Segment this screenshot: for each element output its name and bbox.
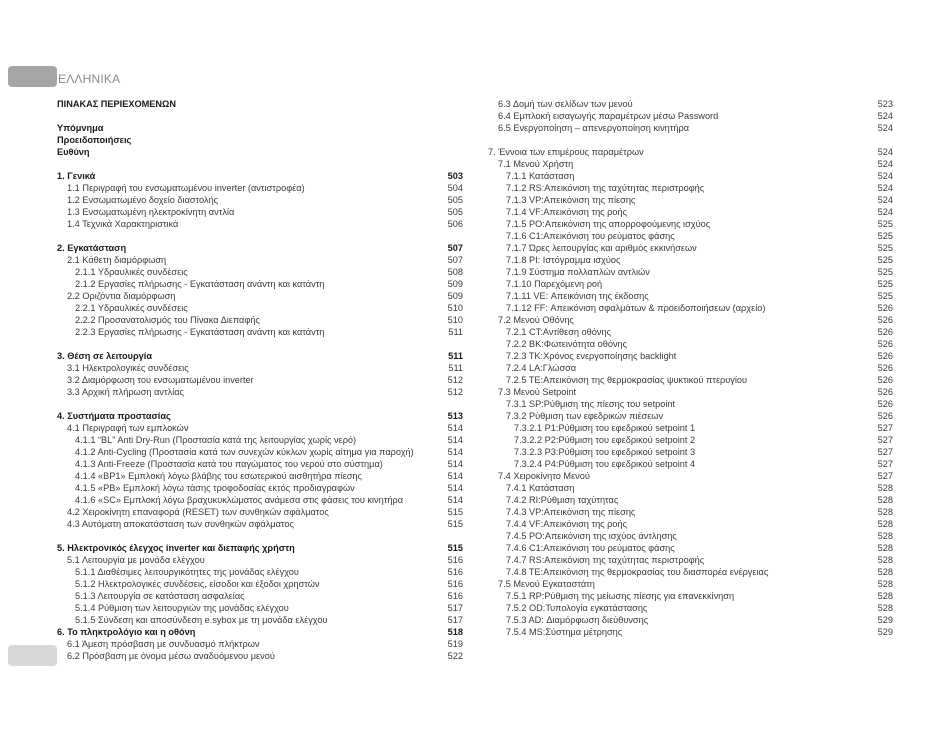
- toc-entry-title: 4.1.5 «PB» Εμπλοκή λόγω τάσης τροφοδοσίας εκτός προδιαγραφών: [75, 483, 355, 493]
- toc-entry-page: 526: [877, 303, 893, 313]
- toc-entry-title: 7.3 Μενού Setpoint: [498, 387, 577, 397]
- toc-entry[interactable]: [488, 326, 893, 338]
- toc-entry-page: 514: [447, 435, 463, 445]
- toc-entry[interactable]: [488, 158, 893, 170]
- toc-entry-title: 1.2 Ενσωματωμένο δοχείο διαστολής: [67, 195, 219, 205]
- toc-entry[interactable]: [57, 206, 463, 218]
- toc-entry-title: 3. Θέση σε λειτουργία: [57, 351, 152, 361]
- toc-entry-page: 527: [877, 459, 893, 469]
- toc-entry-title: 1. Γενικά: [57, 171, 96, 181]
- toc-entry-title: 7.2.1 CT:Αντίθεση οθόνης: [506, 327, 611, 337]
- toc-entry-title: 7.4.4 VF:Απεικόνιση της ροής: [506, 519, 628, 529]
- toc-entry-page: 526: [877, 411, 893, 421]
- toc-entry-title: 6.5 Ενεργοποίηση – απενεργοποίηση κινητήρα: [498, 123, 690, 133]
- toc-entry-page: 524: [877, 183, 893, 193]
- toc-title: ΠΙΝΑΚΑΣ ΠΕΡΙΕΧΟΜΕΝΩΝ: [57, 99, 177, 109]
- toc-entry-title: 7.3.2.2 P2:Ρύθμιση του εφεδρικού setpoint 2: [514, 435, 696, 445]
- toc-entry-page: 515: [447, 507, 463, 517]
- toc-entry-page: 528: [877, 495, 893, 505]
- toc-entry[interactable]: [488, 458, 893, 470]
- toc-entry-page: 524: [877, 207, 893, 217]
- toc-entry-title: 7.3.1 SP:Ρύθμιση της πίεσης του setpoint: [506, 399, 676, 409]
- toc-entry-title: 5.1.2 Ηλεκτρολογικές συνδέσεις, είσοδοι και έξοδοι χρηστών: [75, 579, 320, 589]
- toc-entry-title: 2.2.1 Υδραυλικές συνδέσεις: [75, 303, 188, 313]
- toc-entry-title: 7.2.3 TK:Χρόνος ενεργοποίησης backlight: [506, 351, 677, 361]
- toc-entry-title: 7.1.2 RS:Απεικόνιση της ταχύτητας περιστροφής: [506, 183, 705, 193]
- toc-entry[interactable]: [57, 170, 463, 182]
- toc-entry-title: 3.1 Ηλεκτρολογικές συνδέσεις: [67, 363, 189, 373]
- toc-entry-page: 513: [447, 411, 463, 421]
- toc-entry-page: 514: [447, 423, 463, 433]
- toc-entry[interactable]: [57, 182, 463, 194]
- toc-entry[interactable]: [57, 542, 463, 554]
- toc-entry-page: 515: [447, 543, 463, 553]
- toc-entry-title: 7.4.7 RS:Απεικόνιση της ταχύτητας περιστροφής: [506, 555, 705, 565]
- toc-entry-page: 524: [877, 159, 893, 169]
- toc-entry-page: 528: [877, 567, 893, 577]
- toc-entry[interactable]: [57, 374, 463, 386]
- toc-entry[interactable]: [488, 122, 893, 134]
- toc-entry-page: 528: [877, 603, 893, 613]
- toc-entry-page: 524: [877, 111, 893, 121]
- toc-entry-page: 517: [447, 603, 463, 613]
- toc-entry-title: 4.2 Χειροκίνητη επαναφορά (RESET) των συνθηκών σφάλματος: [67, 507, 329, 517]
- toc-entry-title: 7.3.2.4 P4:Ρύθμιση του εφεδρικού setpoint 4: [514, 459, 696, 469]
- toc-entry[interactable]: [57, 422, 463, 434]
- language-label: ΕΛΛΗΝΙΚΑ: [58, 72, 121, 86]
- toc-entry-page: 514: [447, 459, 463, 469]
- toc-entry-title: 7.1.3 VP:Απεικόνιση της πίεσης: [506, 195, 636, 205]
- toc-entry[interactable]: [57, 458, 463, 470]
- toc-entry[interactable]: [57, 614, 463, 626]
- toc-entry-page: 519: [447, 639, 463, 649]
- toc-entry-page: 506: [447, 219, 463, 229]
- toc-entry-page: 518: [447, 627, 463, 637]
- toc-entry-page: 505: [447, 195, 463, 205]
- toc-entry-title: 7.5.3 AD: Διαμόρφωση διεύθυνσης: [506, 615, 649, 625]
- toc-entry[interactable]: [57, 410, 463, 422]
- toc-entry-page: 526: [877, 399, 893, 409]
- toc-entry[interactable]: [488, 386, 893, 398]
- toc-entry-title: 7.4.6 C1:Απεικόνιση του ρεύματος φάσης: [506, 543, 675, 553]
- toc-entry[interactable]: [488, 410, 893, 422]
- toc-entry-title: 7.4.1 Κατάσταση: [506, 483, 575, 493]
- toc-entry-page: 528: [877, 507, 893, 517]
- toc-entry-title: 7.4 Χειροκίνητο Μενού: [498, 471, 590, 481]
- toc-entry[interactable]: [488, 542, 893, 554]
- toc-entry[interactable]: [57, 494, 463, 506]
- toc-entry[interactable]: [57, 482, 463, 494]
- toc-entry[interactable]: [488, 446, 893, 458]
- toc-entry-page: 511: [448, 363, 463, 373]
- toc-entry-page: 515: [447, 519, 463, 529]
- toc-entry-title: 7.2.2 BK:Φωτεινότητα οθόνης: [506, 339, 628, 349]
- toc-entry-title: 7.1.9 Σύστημα πολλαπλών αντλιών: [506, 267, 650, 277]
- toc-entry-page: 522: [447, 651, 463, 661]
- toc-entry-page: 507: [447, 255, 463, 265]
- language-tab: [8, 66, 57, 87]
- toc-entry-page: 525: [877, 291, 893, 301]
- toc-entry-title: 7.2.4 LA:Γλώσσα: [506, 363, 577, 373]
- toc-entry-page: 526: [877, 363, 893, 373]
- toc-right-entries: [488, 98, 893, 638]
- toc-entry[interactable]: [488, 422, 893, 434]
- toc-entry-title: 7.4.2 RI:Ρύθμιση ταχύτητας: [506, 495, 619, 505]
- toc-entry-title: 7. Έννοια των επιμέρους παραμέτρων: [488, 147, 644, 157]
- toc-entry-title: 4.1.1 “BL” Anti Dry-Run (Προστασία κατά της λειτουργίας χωρίς νερό): [75, 435, 357, 445]
- toc-entry-page: 524: [877, 171, 893, 181]
- toc-entry-page: 511: [448, 327, 463, 337]
- toc-entry[interactable]: [57, 602, 463, 614]
- toc-entry-page: 514: [447, 495, 463, 505]
- toc-entry-title: 7.4.5 PO:Απεικόνιση της ισχύος άντλησης: [506, 531, 677, 541]
- toc-entry-page: 528: [877, 591, 893, 601]
- toc-entry-page: 524: [877, 195, 893, 205]
- toc-entry-page: 516: [447, 579, 463, 589]
- toc-entry[interactable]: [57, 470, 463, 482]
- toc-entry-title: 5.1.1 Διαθέσιμες λειτουργικότητες της μονάδας ελέγχου: [75, 567, 299, 577]
- toc-entry-title: 6.3 Δομή των σελίδων των μενού: [498, 99, 633, 109]
- toc-entry-title: 7.1.1 Κατάσταση: [506, 171, 575, 181]
- toc-entry[interactable]: [57, 590, 463, 602]
- toc-entry-page: 526: [877, 387, 893, 397]
- toc-entry-page: 510: [447, 315, 463, 325]
- toc-entry-title: 3.2 Διαμόρφωση του ενσωματωμένου inverter: [67, 375, 254, 385]
- toc-entry[interactable]: [57, 386, 463, 398]
- toc-entry[interactable]: [488, 230, 893, 242]
- toc-entry-page: 523: [877, 99, 893, 109]
- toc-entry[interactable]: [488, 170, 893, 182]
- toc-entry-title: 2.1 Κάθετη διαμόρφωση: [67, 255, 167, 265]
- toc-entry[interactable]: [57, 290, 463, 302]
- toc-entry-title: 7.1 Μενού Χρήστη: [498, 159, 574, 169]
- toc-entry-page: 508: [447, 267, 463, 277]
- toc-entry-page: 525: [877, 267, 893, 277]
- toc-entry-title: 7.3.2.1 P1:Ρύθμιση του εφεδρικού setpoint 1: [514, 423, 696, 433]
- toc-entry[interactable]: [488, 482, 893, 494]
- toc-entry-page: 512: [447, 375, 463, 385]
- toc-entry[interactable]: [488, 290, 893, 302]
- toc-entry-page: 514: [447, 447, 463, 457]
- toc-entry-page: 526: [877, 351, 893, 361]
- toc-entry-title: 4.1.6 «SC» Εμπλοκή λόγω βραχυκυκλώματος ανάμεσα στις φάσεις του κινητήρα: [75, 495, 404, 505]
- toc-entry-page: 526: [877, 375, 893, 385]
- toc-entry-title: 7.1.10 Παρεχόμενη ροή: [506, 279, 603, 289]
- toc-entry-title: 7.1.12 FF: Απεικόνιση σφαλμάτων & προειδοποιήσεων (αρχείο): [506, 303, 766, 313]
- toc-entry-title: 7.5 Μενού Εγκαταστάτη: [498, 579, 595, 589]
- toc-entry-title: 5. Ηλεκτρονικός έλεγχος inverter και διεπαφής χρήστη: [57, 543, 295, 553]
- toc-entry-page: 509: [447, 279, 463, 289]
- toc-entry-title: 5.1.3 Λειτουργία σε κατάσταση ασφαλείας: [75, 591, 245, 601]
- toc-entry[interactable]: [488, 314, 893, 326]
- toc-entry[interactable]: [57, 242, 463, 254]
- toc-entry-page: 527: [877, 447, 893, 457]
- toc-entry-title: 5.1 Λειτουργία με μονάδα ελέγχου: [67, 555, 205, 565]
- page-number-tab: [8, 645, 57, 666]
- toc-entry-title: 1.3 Ενσωματωμένη ηλεκτροκίνητη αντλία: [67, 207, 235, 217]
- toc-entry[interactable]: [57, 434, 463, 446]
- toc-entry[interactable]: [57, 266, 463, 278]
- toc-entry-page: 525: [877, 231, 893, 241]
- toc-entry-page: 525: [877, 219, 893, 229]
- toc-entry-title: 4.1.2 Anti-Cycling (Προστασία κατά των συνεχών κύκλων χωρίς αίτημα για παροχή): [75, 447, 414, 457]
- toc-entry-title: 4. Συστήματα προστασίας: [57, 411, 171, 421]
- toc-entry-title: 6.4 Εμπλοκή εισαγωγής παραμέτρων μέσω Password: [498, 111, 719, 121]
- toc-entry-page: 526: [877, 327, 893, 337]
- toc-entry[interactable]: [488, 566, 893, 578]
- toc-entry-page: 529: [877, 615, 893, 625]
- toc-entry[interactable]: [488, 470, 893, 482]
- toc-front-item[interactable]: Υπόμνημα: [57, 123, 104, 133]
- toc-entry-title: 2.1.2 Εργασίες πλήρωσης - Εγκατάσταση ανάντη και κατάντη: [75, 279, 325, 289]
- toc-entry-title: 5.1.5 Σύνδεση και αποσύνδεση e.sybox με τη μονάδα ελέγχου: [75, 615, 328, 625]
- toc-entry-page: 505: [447, 207, 463, 217]
- toc-right-column: [488, 98, 893, 638]
- toc-entry[interactable]: [488, 362, 893, 374]
- toc-entry-title: 7.4.3 VP:Απεικόνιση της πίεσης: [506, 507, 636, 517]
- toc-entry-page: 528: [877, 531, 893, 541]
- toc-entry-title: 7.5.1 RP:Ρύθμιση της μείωσης πίεσης για επανεκκίνηση: [506, 591, 735, 601]
- toc-entry-page: 525: [877, 243, 893, 253]
- toc-entry[interactable]: [488, 590, 893, 602]
- toc-entry-title: 6. Το πληκτρολόγιο και η οθόνη: [57, 627, 196, 637]
- toc-entry[interactable]: [488, 206, 893, 218]
- toc-entry-title: 1.4 Τεχνικά Χαρακτηριστικά: [67, 219, 179, 229]
- toc-entry[interactable]: [57, 446, 463, 458]
- toc-entry[interactable]: [57, 218, 463, 230]
- toc-entry-title: 7.1.7 Ώρες λειτουργίας και αριθμός εκκινήσεων: [506, 243, 697, 253]
- toc-entry[interactable]: [488, 350, 893, 362]
- toc-entry[interactable]: [488, 278, 893, 290]
- toc-entry[interactable]: [57, 506, 463, 518]
- toc-entry-title: 4.1.4 «BP1» Εμπλοκή λόγω βλάβης του εσωτερικού αισθητήρα πίεσης: [75, 471, 362, 481]
- toc-entry[interactable]: [488, 506, 893, 518]
- toc-entry[interactable]: [57, 194, 463, 206]
- toc-front-item[interactable]: Ευθύνη: [57, 147, 90, 157]
- toc-entry-title: 7.1.4 VF:Απεικόνιση της ροής: [506, 207, 628, 217]
- toc-entry-page: 525: [877, 255, 893, 265]
- toc-entry-page: 503: [447, 171, 463, 181]
- toc-entry[interactable]: [57, 326, 463, 338]
- toc-entry-page: 528: [877, 579, 893, 589]
- toc-entry[interactable]: [488, 434, 893, 446]
- toc-entry[interactable]: [488, 110, 893, 122]
- toc-entry-page: 526: [877, 339, 893, 349]
- toc-entry-page: 528: [877, 483, 893, 493]
- toc-entry-page: 514: [447, 483, 463, 493]
- toc-entry[interactable]: [488, 242, 893, 254]
- toc-entry-title: 7.3.2.3 P3:Ρύθμιση του εφεδρικού setpoint 3: [514, 447, 696, 457]
- toc-entry-title: 7.5.2 OD:Τυπολογία εγκατάστασης: [506, 603, 648, 613]
- toc-entry[interactable]: [488, 338, 893, 350]
- toc-entry-title: 7.2 Μενού Οθόνης: [498, 315, 574, 325]
- toc-entry-title: 7.1.6 C1:Απεικόνιση του ρεύματος φάσης: [506, 231, 675, 241]
- toc-entry[interactable]: [488, 614, 893, 626]
- toc-entry[interactable]: [57, 302, 463, 314]
- toc-entry-page: 509: [447, 291, 463, 301]
- toc-entry-page: 527: [877, 471, 893, 481]
- toc-entry-title: 3.3 Αρχική πλήρωση αντλίας: [67, 387, 184, 397]
- toc-entry-page: 524: [877, 123, 893, 133]
- toc-entry[interactable]: [488, 554, 893, 566]
- toc-entry[interactable]: [57, 650, 463, 662]
- toc-entry[interactable]: [57, 626, 463, 638]
- toc-entry-title: 7.5.4 MS:Σύστημα μέτρησης: [506, 627, 623, 637]
- toc-entry-page: 510: [447, 303, 463, 313]
- toc-entry-title: 2.2.3 Εργασίες πλήρωσης - Εγκατάσταση ανάντη και κατάντη: [75, 327, 325, 337]
- toc-entry[interactable]: [488, 302, 893, 314]
- toc-entry[interactable]: [488, 194, 893, 206]
- toc-entry[interactable]: [57, 554, 463, 566]
- toc-entry[interactable]: [488, 146, 893, 158]
- toc-entry-title: 6.1 Άμεση πρόσβαση με συνδυασμό πλήκτρων: [67, 639, 260, 649]
- toc-entry-page: 516: [447, 567, 463, 577]
- toc-entry[interactable]: [488, 254, 893, 266]
- toc-entry-page: 528: [877, 519, 893, 529]
- toc-entry-title: 4.1 Περιγραφή των εμπλοκών: [67, 423, 189, 433]
- toc-entry[interactable]: [57, 278, 463, 290]
- toc-entry-title: 7.3.2 Ρύθμιση των εφεδρικών πιέσεων: [506, 411, 664, 421]
- toc-entry[interactable]: [57, 566, 463, 578]
- toc-entry-title: 6.2 Πρόσβαση με όνομα μέσω αναδυόμενου μενού: [67, 651, 275, 661]
- toc-entry-title: 7.1.11 VE: Απεικόνιση της έκδοσης: [506, 291, 649, 301]
- toc-entry[interactable]: [57, 254, 463, 266]
- toc-entry-title: 5.1.4 Ρύθμιση των λειτουργιών της μονάδας ελέγχου: [75, 603, 289, 613]
- toc-entry[interactable]: [488, 218, 893, 230]
- toc-entry[interactable]: [57, 518, 463, 530]
- toc-entry-page: 511: [448, 351, 463, 361]
- toc-entry[interactable]: [488, 578, 893, 590]
- toc-entry-page: 514: [447, 471, 463, 481]
- toc-entry-page: 507: [447, 243, 463, 253]
- toc-entry-title: 4.3 Αυτόματη αποκατάσταση των συνθηκών σφάλματος: [67, 519, 294, 529]
- toc-left-column: [57, 98, 463, 662]
- toc-entry-title: 7.2.5 TE:Απεικόνιση της θερμοκρασίας ψυκτικού πτερυγίου: [506, 375, 748, 385]
- toc-entry-page: 529: [877, 627, 893, 637]
- toc-entry[interactable]: [488, 266, 893, 278]
- toc-entry-page: 526: [877, 315, 893, 325]
- toc-entry-title: 4.1.3 Anti-Freeze (Προστασία κατά του παγώματος του νερού στο σύστημα): [75, 459, 383, 469]
- toc-entry-page: 525: [877, 279, 893, 289]
- toc-entry-title: 7.4.8 TE:Απεικόνιση της θερμοκρασίας του διασπορέα ενέργειας: [506, 567, 769, 577]
- toc-entry[interactable]: [488, 602, 893, 614]
- toc-left-entries: [57, 170, 463, 662]
- toc-entry[interactable]: [57, 350, 463, 362]
- toc-entry[interactable]: [57, 362, 463, 374]
- toc-entry-title: 2.2.2 Προσανατολισμός του Πίνακα Διεπαφής: [75, 315, 260, 325]
- toc-entry[interactable]: [488, 518, 893, 530]
- toc-entry-page: 516: [447, 591, 463, 601]
- toc-entry[interactable]: [57, 314, 463, 326]
- toc-entry-title: 2. Εγκατάσταση: [57, 243, 127, 253]
- toc-entry-page: 516: [447, 555, 463, 565]
- toc-entry-title: 2.2 Οριζόντια διαμόρφωση: [67, 291, 176, 301]
- toc-entry[interactable]: [488, 182, 893, 194]
- toc-entry[interactable]: [488, 494, 893, 506]
- toc-entry[interactable]: [57, 638, 463, 650]
- toc-entry[interactable]: [488, 398, 893, 410]
- toc-entry-page: 504: [447, 183, 463, 193]
- toc-entry[interactable]: [488, 530, 893, 542]
- toc-entry[interactable]: [488, 98, 893, 110]
- toc-entry-title: 7.1.8 PI: Ιστόγραμμα ισχύος: [506, 255, 621, 265]
- toc-entry-page: 527: [877, 435, 893, 445]
- toc-entry[interactable]: [488, 626, 893, 638]
- toc-front-item[interactable]: Προειδοποιήσεις: [57, 135, 132, 145]
- toc-entry-page: 528: [877, 543, 893, 553]
- toc-entry[interactable]: [488, 374, 893, 386]
- toc-entry-page: 512: [447, 387, 463, 397]
- toc-entry-page: 517: [447, 615, 463, 625]
- toc-entry-page: 527: [877, 423, 893, 433]
- toc-entry-title: 1.1 Περιγραφή του ενσωματωμένου inverter (αντιστροφέα): [67, 183, 305, 193]
- toc-entry[interactable]: [57, 578, 463, 590]
- toc-entry-title: 2.1.1 Υδραυλικές συνδέσεις: [75, 267, 188, 277]
- toc-entry-title: 7.1.5 PO:Απεικόνιση της απορροφούμενης ισχύος: [506, 219, 711, 229]
- toc-entry-page: 528: [877, 555, 893, 565]
- toc-entry-page: 524: [877, 147, 893, 157]
